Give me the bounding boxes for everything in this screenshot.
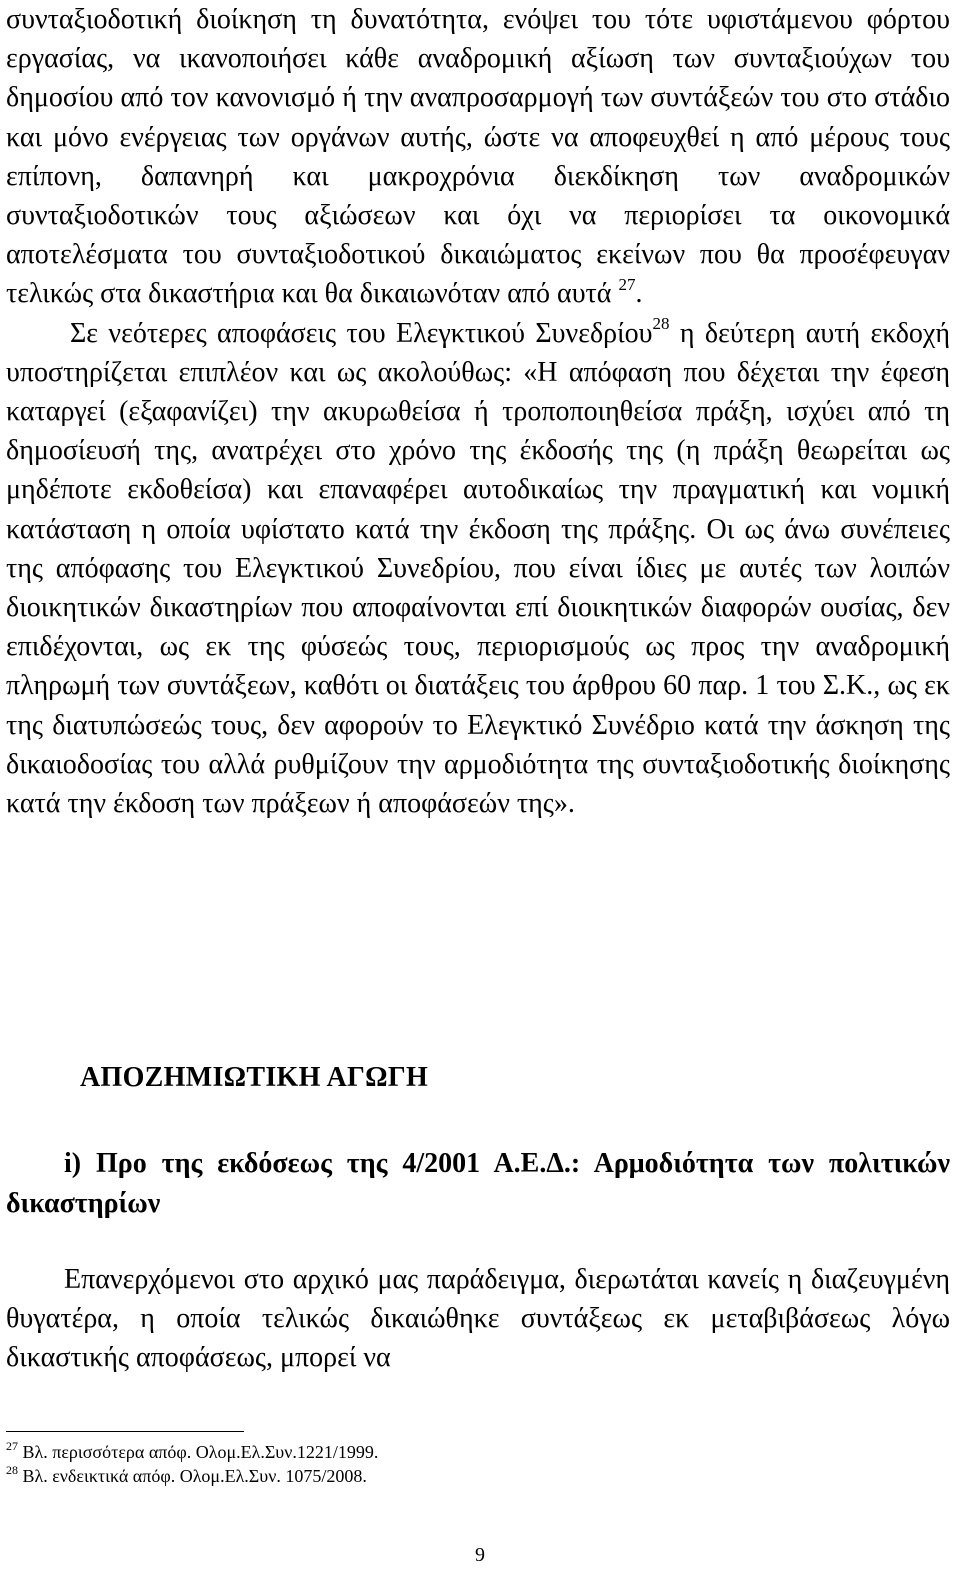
footnote-number: 28 <box>6 1463 18 1477</box>
section-subheading: i) Προ της εκδόσεως της 4/2001 Α.Ε.Δ.: Αρμοδιότητα των πολιτικών δικαστηρίων <box>6 1148 950 1219</box>
footnote-divider <box>6 1431 244 1432</box>
footnote-27 <box>6 1440 378 1464</box>
footnote-ref-27[interactable]: 27 <box>618 275 636 295</box>
paragraph-1 <box>6 0 950 314</box>
footnote-text: Βλ. περισσότερα απόφ. Ολομ.Ελ.Συν.1221/1999. <box>18 1442 379 1462</box>
footnote-ref-28[interactable]: 28 <box>652 314 670 334</box>
footnote-text: Βλ. ενδεικτικά απόφ. Ολομ.Ελ.Συν. 1075/2008. <box>18 1466 367 1486</box>
footnote-28 <box>6 1464 378 1488</box>
paragraph-1-end: . <box>635 278 643 310</box>
paragraph-3: Επανερχόμενοι στο αρχικό μας παράδειγμα, διερωτάται κανείς η διαζευγμένη θυγατέρα, η οποία τελικώς δικαιώθηκε συντάξεως εκ μεταβιβάσεως λόγω δικαστικής αποφάσεως, μπορεί να <box>6 1264 950 1374</box>
paragraph-1-text: συνταξιοδοτική διοίκηση τη δυνατότητα, ενόψει του τότε υφιστάμενου φόρτου εργασίας, να ικανοποιήσει κάθε αναδρομική αξίωση των συνταξιούχων του δημοσίου από τον κανονισμό ή την αναπροσαρμογή των συντάξεών του στο στάδιο και μόνο ενέργειας των οργάνων αυτής, ώστε να αποφευχθεί η από μέρους τους επίπονη, δαπανηρή και μακροχρόνια διεκδίκηση των αναδρομικών συνταξιοδοτικών τους αξιώσεων και όχι να περιορίσει τα οικονομικά αποτελέσματα του συνταξιοδοτικού δικαιώματος εκείνων που θα προσέφευγαν τελικώς στα δικαστήρια και θα δικαιωνόταν από αυτά <box>6 4 950 310</box>
footnotes <box>6 1440 378 1488</box>
paragraph-2-text-a: Σε νεότερες αποφάσεις του Ελεγκτικού Συνεδρίου <box>70 317 653 349</box>
paragraph-2-text-b: η δεύτερη αυτή εκδοχή υποστηρίζεται επιπλέον και ως ακολούθως: «Η απόφαση που δέχεται την έφεση καταργεί (εξαφανίζει) την ακυρωθείσα ή τροποποιηθείσα πράξη, ισχύει από τη δημοσίευσή της, ανατρέχει στο χρόνο της έκδοσής της (η πράξη θεωρείται ως μηδέποτε εκδοθείσα) και επαναφέρει αυτοδικαίως την πραγματική και νομική κατάσταση η οποία υφίστατο κατά την έκδοση της πράξης. Οι ως άνω συνέπειες της απόφασης του Ελεγκτικού Συνεδρίου, που είναι ίδιες με αυτές των λοιπών διοικητικών δικαστηρίων που αποφαίνονται επί διοικητικών διαφορών ουσίας, δεν επιδέχονται, ως εκ της φύσεώς τους, περιορισμούς ως προς την αναδρομική πληρωμή των συντάξεων, καθότι οι διατάξεις του άρθρου 60 παρ. 1 του Σ.Κ., ως εκ της διατυπώσεώς τους, δεν αφορούν το Ελεγκτικό Συνέδριο κατά την άσκηση της δικαιοδοσίας του αλλά ρυθμίζουν την αρμοδιότητα της συνταξιοδοτικής διοίκησης κατά την έκδοση των πράξεων ή αποφάσεών της». <box>6 317 950 820</box>
paragraph-2 <box>6 314 950 824</box>
section-heading: ΑΠΟΖΗΜΙΩΤΙΚΗ ΑΓΩΓΗ <box>80 1062 429 1093</box>
page-number: 9 <box>475 1544 485 1566</box>
footnote-number: 27 <box>6 1439 18 1453</box>
body-text <box>6 0 950 823</box>
